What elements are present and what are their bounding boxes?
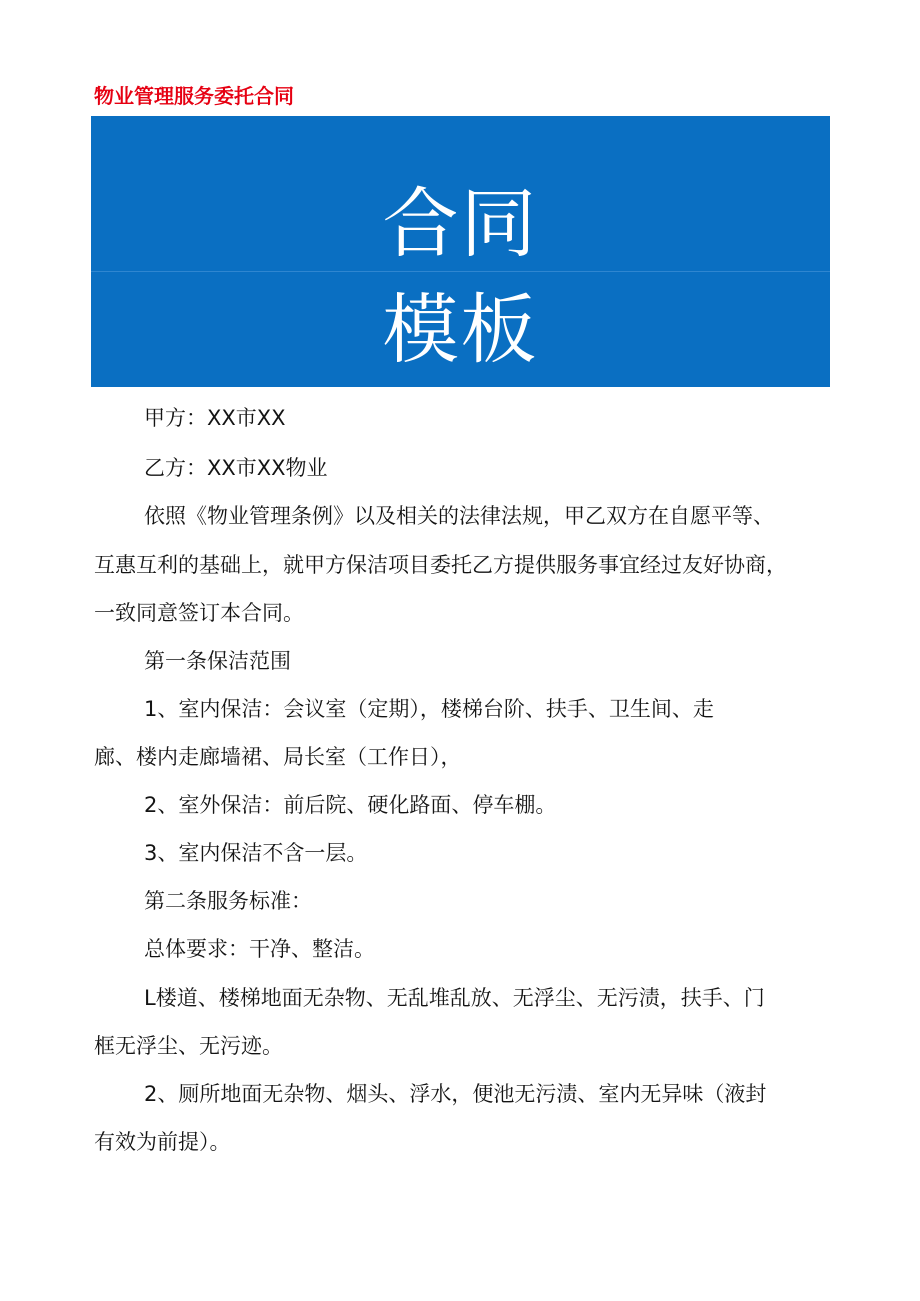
preamble-line-3: 一致同意签订本合同。 xyxy=(94,601,304,625)
article-2-item-1-line-2: 框无浮尘、无污迹。 xyxy=(94,1034,283,1058)
general-requirement: 总体要求：干净、整洁。 xyxy=(144,937,375,961)
title-banner xyxy=(91,116,830,387)
article-2-item-2-line-1: 2、厕所地面无杂物、烟头、浮水，便池无污渍、室内无异味（液封 xyxy=(144,1082,767,1106)
article-1-heading: 第一条保洁范围 xyxy=(144,649,291,673)
banner-title-line-2: 模板 xyxy=(382,285,539,374)
banner-divider xyxy=(91,271,830,272)
article-2-heading: 第二条服务标准： xyxy=(144,889,312,913)
article-1-item-2: 2、室外保洁：前后院、硬化路面、停车棚。 xyxy=(144,793,557,817)
article-2-item-1-line-1: L楼道、楼梯地面无杂物、无乱堆乱放、无浮尘、无污渍，扶手、门 xyxy=(144,986,765,1010)
preamble-line-2: 互惠互利的基础上，就甲方保洁项目委托乙方提供服务事宜经过友好协商， xyxy=(94,553,787,577)
party-b-line: 乙方：XX市XX物业 xyxy=(144,456,328,480)
document-header: 物业管理服务委托合同 xyxy=(94,84,294,108)
article-1-item-1-line-1: 1、室内保洁：会议室（定期），楼梯台阶、扶手、卫生间、走 xyxy=(144,697,714,721)
article-1-item-1-line-2: 廊、楼内走廊墙裙、局长室（工作日）， xyxy=(94,745,462,769)
article-1-item-3: 3、室内保洁不含一层。 xyxy=(144,841,368,865)
article-2-item-2-line-2: 有效为前提）。 xyxy=(94,1130,231,1154)
preamble-line-1: 依照《物业管理条例》以及相关的法律法规，甲乙双方在自愿平等、 xyxy=(144,504,774,528)
banner-title-line-1: 合同 xyxy=(382,179,539,268)
party-a-line: 甲方：XX市XX xyxy=(144,406,286,430)
